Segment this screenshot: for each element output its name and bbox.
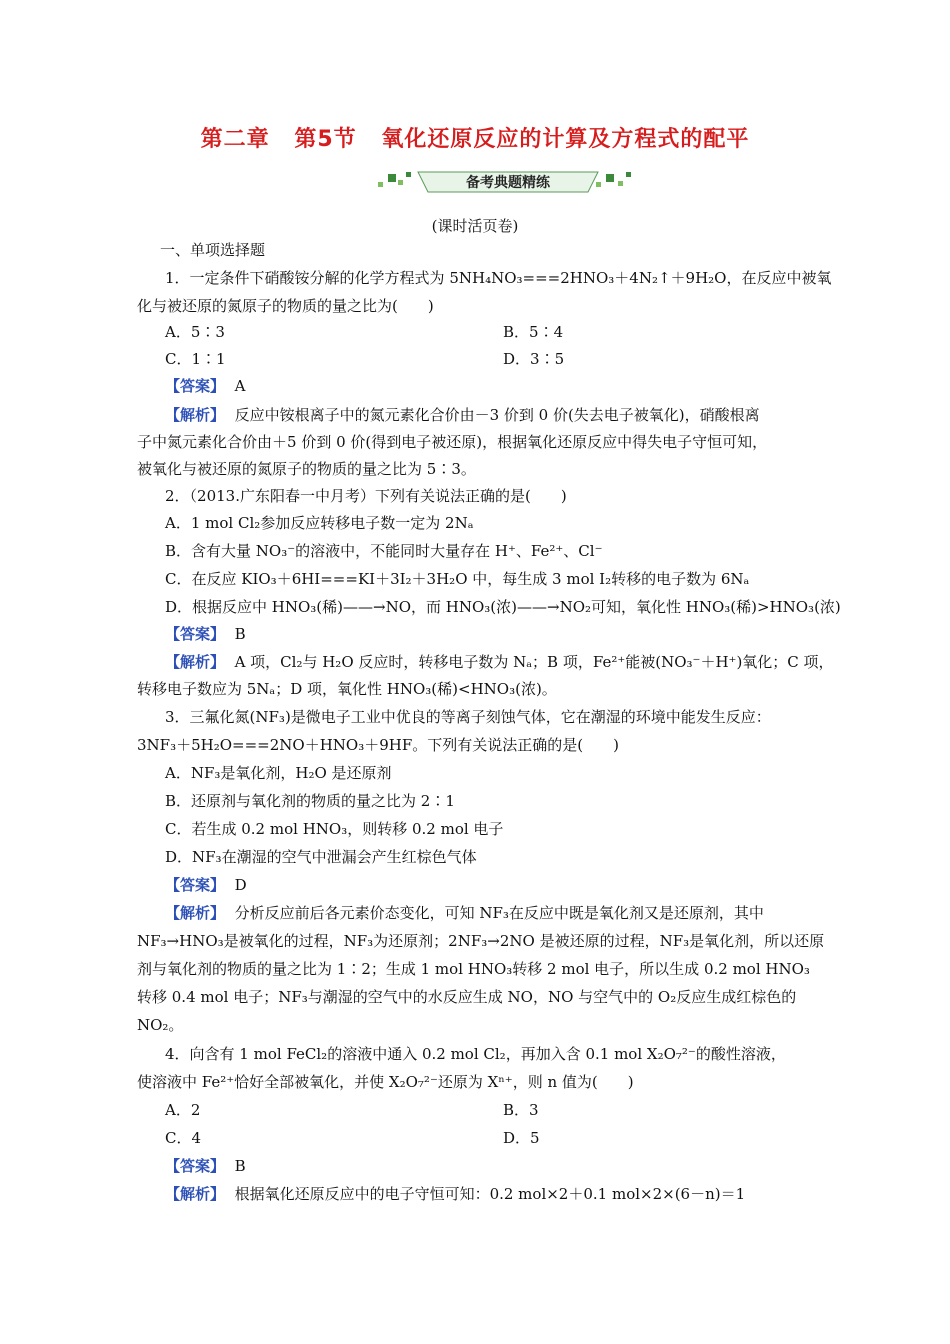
- q2-answer: B: [234, 625, 246, 643]
- q4-option-a: A．2: [165, 1101, 201, 1119]
- section-label: 第5节: [294, 127, 357, 152]
- q2-stem: 2．（2013.广东阳春一中月考）下列有关说法正确的是( ): [165, 487, 567, 505]
- answer-label: 【答案】: [165, 1157, 226, 1175]
- q2-analysis-1: A 项，Cl₂与 H₂O 反应时，转移电子数为 Nₐ；B 项，Fe²⁺能被(NO₃⁻＋H⁺)氧化；C 项，: [234, 653, 834, 671]
- q2-option-d: D．根据反应中 HNO₃(稀)——→NO，而 HNO₃(浓)——→NO₂可知，氧化性 HNO₃(稀)>HNO₃(浓): [165, 598, 841, 616]
- q4-answer-row: [165, 1156, 246, 1176]
- analysis-label: 【解析】: [165, 1185, 226, 1203]
- q4-option-d: D．5: [503, 1129, 540, 1147]
- q4-option-b: B．3: [503, 1101, 539, 1119]
- q4-option-c: C．4: [165, 1129, 202, 1147]
- q1-option-a: A．5∶3: [165, 323, 225, 341]
- q3-answer: D: [234, 876, 247, 894]
- q3-stem-2: 3NF₃＋5H₂O===2NO＋HNO₃＋9HF。下列有关说法正确的是( ): [137, 736, 619, 754]
- q4-analysis-row: [165, 1184, 745, 1204]
- q1-analysis-2: 子中氮元素化合价由＋5 价到 0 价(得到电子被还原)，根据氧化还原反应中得失电子守恒可知，: [137, 433, 768, 451]
- q3-analysis-1: 分析反应前后各元素价态变化，可知 NF₃在反应中既是氧化剂又是还原剂，其中: [234, 904, 764, 922]
- q3-analysis-2: NF₃→HNO₃是被氧化的过程，NF₃为还原剂；2NF₃→2NO 是被还原的过程，NF₃是氧化剂，所以还原: [137, 932, 825, 950]
- banner-graphic: [358, 168, 638, 196]
- answer-label: 【答案】: [165, 876, 226, 894]
- q4-answer: B: [234, 1157, 246, 1175]
- q1-option-c: C．1∶1: [165, 350, 226, 368]
- chapter-label: 第二章: [200, 127, 270, 152]
- part-heading: 一、单项选择题: [160, 241, 266, 259]
- analysis-label: 【解析】: [165, 653, 226, 671]
- q2-option-b: B．含有大量 NO₃⁻的溶液中，不能同时大量存在 H⁺、Fe²⁺、Cl⁻: [165, 542, 603, 560]
- q2-analysis-row: [165, 652, 834, 672]
- page-title: [0, 122, 950, 153]
- subtitle: (课时活页卷): [431, 217, 519, 235]
- q3-analysis-3: 剂与氧化剂的物质的量之比为 1∶2；生成 1 mol HNO₃转移 2 mol 电子，所以生成 0.2 mol HNO₃: [137, 960, 810, 978]
- analysis-label: 【解析】: [165, 904, 226, 922]
- q4-stem-2: 使溶液中 Fe²⁺恰好全部被氧化，并使 X₂O₇²⁻还原为 Xⁿ⁺，则 n 值为( ): [137, 1073, 634, 1091]
- q2-answer-row: [165, 624, 246, 644]
- analysis-label: 【解析】: [165, 406, 226, 424]
- q2-option-a: A．1 mol Cl₂参加反应转移电子数一定为 2Nₐ: [165, 514, 474, 532]
- q4-stem-1: 4．向含有 1 mol FeCl₂的溶液中通入 0.2 mol Cl₂，再加入含 0.1 mol X₂O₇²⁻的酸性溶液，: [165, 1045, 786, 1063]
- q3-stem-1: 3．三氟化氮(NF₃)是微电子工业中优良的等离子刻蚀气体，它在潮湿的环境中能发生反应：: [165, 708, 771, 726]
- q2-analysis-2: 转移电子数应为 5Nₐ；D 项，氧化性 HNO₃(稀)<HNO₃(浓)。: [137, 680, 557, 698]
- q1-analysis-3: 被氧化与被还原的氮原子的物质的量之比为 5∶3。: [137, 460, 476, 478]
- q3-analysis-row: [165, 903, 764, 923]
- q1-option-b: B．5∶4: [503, 323, 564, 341]
- q1-answer: A: [234, 377, 246, 395]
- q1-option-d: D．3∶5: [503, 350, 565, 368]
- q1-answer-row: [165, 376, 245, 396]
- q1-analysis-row: [165, 405, 760, 425]
- q1-stem-1: 1．一定条件下硝酸铵分解的化学方程式为 5NH₄NO₃===2HNO₃＋4N₂↑＋9H₂O，在反应中被氧: [165, 269, 832, 287]
- q3-analysis-5: NO₂。: [137, 1016, 184, 1034]
- q1-stem-2: 化与被还原的氮原子的物质的量之比为( ): [137, 297, 434, 315]
- banner-text: 备考典题精练: [466, 175, 550, 191]
- q3-answer-row: [165, 875, 247, 895]
- answer-label: 【答案】: [165, 625, 226, 643]
- q3-analysis-4: 转移 0.4 mol 电子；NF₃与潮湿的空气中的水反应生成 NO，NO 与空气中的 O₂反应生成红棕色的: [137, 988, 797, 1006]
- q4-analysis-1: 根据氧化还原反应中的电子守恒可知：0.2 mol×2＋0.1 mol×2×(6－n)＝1: [234, 1185, 746, 1203]
- title-text: 氧化还原反应的计算及方程式的配平: [381, 127, 750, 152]
- q3-option-d: D．NF₃在潮湿的空气中泄漏会产生红棕色气体: [165, 848, 477, 866]
- q3-option-a: A．NF₃是氧化剂，H₂O 是还原剂: [165, 764, 392, 782]
- q3-option-b: B．还原剂与氧化剂的物质的量之比为 2∶1: [165, 792, 455, 810]
- answer-label: 【答案】: [165, 377, 226, 395]
- section-banner: [358, 168, 638, 196]
- q2-option-c: C．在反应 KIO₃＋6HI===KI＋3I₂＋3H₂O 中，每生成 3 mol I₂转移的电子数为 6Nₐ: [165, 570, 750, 588]
- q1-analysis-1: 反应中铵根离子中的氮元素化合价由－3 价到 0 价(失去电子被氧化)，硝酸根离: [234, 406, 760, 424]
- q3-option-c: C．若生成 0.2 mol HNO₃，则转移 0.2 mol 电子: [165, 820, 504, 838]
